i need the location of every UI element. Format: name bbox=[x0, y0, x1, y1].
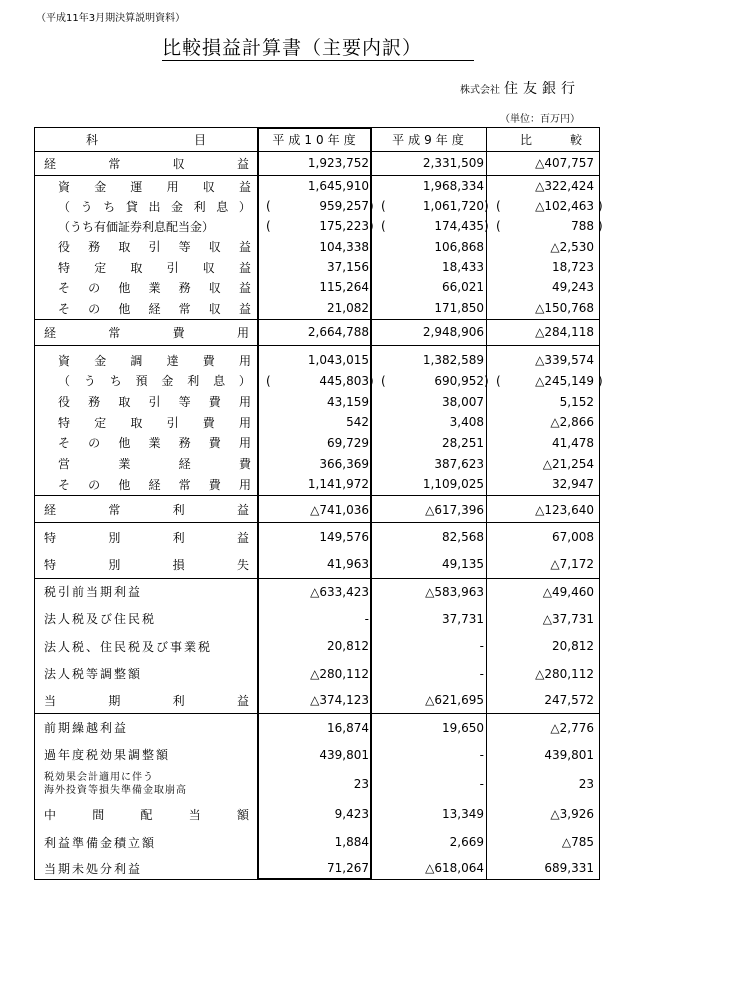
value-fy9: 690,952 bbox=[434, 373, 484, 388]
value-fy9: △583,963 bbox=[425, 584, 484, 599]
paren-open: ( bbox=[496, 219, 501, 233]
value-fy10: 71,267 bbox=[327, 861, 369, 875]
value-fy9: 106,868 bbox=[434, 239, 484, 254]
table-row bbox=[34, 176, 600, 196]
table-row bbox=[34, 474, 600, 494]
value-fy10: - bbox=[364, 611, 369, 626]
row-label: そ の 他 業 務 収 益 bbox=[58, 280, 251, 295]
value-fy9: 37,731 bbox=[442, 611, 484, 626]
table-row bbox=[34, 350, 600, 370]
value-fy10: 366,369 bbox=[319, 456, 369, 471]
table-row bbox=[34, 551, 600, 577]
table-row bbox=[34, 578, 600, 605]
value-fy10: 69,729 bbox=[327, 435, 369, 450]
value-diff: 689,331 bbox=[544, 861, 594, 875]
value-fy10: 1,923,752 bbox=[307, 156, 369, 170]
value-diff: △49,460 bbox=[542, 584, 594, 599]
value-diff: △37,731 bbox=[542, 611, 594, 626]
table-row bbox=[34, 320, 600, 344]
row-label bbox=[44, 768, 249, 800]
value-diff: △322,424 bbox=[535, 179, 594, 193]
value-fy10: △280,112 bbox=[310, 666, 369, 681]
row-label: 法人税等調整額 bbox=[44, 667, 143, 681]
row-divider bbox=[34, 495, 600, 496]
unit-label: （単位：百万円） bbox=[500, 114, 580, 125]
row-label: 特 別 損 失 bbox=[44, 557, 249, 572]
row-label: （ う ち 預 金 利 息 ） bbox=[58, 374, 251, 388]
table-row bbox=[34, 257, 600, 277]
value-fy10: 115,264 bbox=[319, 280, 369, 294]
value-diff: △21,254 bbox=[542, 456, 594, 471]
row-label: 営 業 経 費 bbox=[58, 457, 251, 471]
value-fy9: 18,433 bbox=[442, 260, 484, 274]
value-diff: 439,801 bbox=[544, 747, 594, 762]
value-fy9: △618,064 bbox=[425, 861, 484, 875]
row-label: 特 定 取 引 費 用 bbox=[58, 415, 251, 430]
table-row bbox=[34, 741, 600, 768]
row-label: 経 常 利 益 bbox=[44, 503, 249, 517]
company bbox=[460, 78, 580, 98]
company-prefix: 株式会社 bbox=[460, 85, 500, 96]
value-fy9: 2,331,509 bbox=[422, 156, 484, 170]
header-diff-2: 較 bbox=[570, 132, 589, 147]
value-fy10: 41,963 bbox=[327, 557, 369, 571]
row-label: 経 常 収 益 bbox=[44, 156, 249, 171]
row-label: 資 金 調 達 費 用 bbox=[58, 353, 251, 368]
row-label: 特 定 取 引 収 益 bbox=[58, 260, 251, 275]
value-fy10: 1,645,910 bbox=[307, 179, 369, 193]
paren-open: ( bbox=[266, 219, 271, 233]
paren-open: ( bbox=[496, 199, 501, 213]
paren-close: ) bbox=[484, 199, 489, 213]
value-fy9: - bbox=[479, 666, 484, 681]
page-title: 比較損益計算書（主要内訳） bbox=[162, 36, 474, 61]
table-row bbox=[34, 297, 600, 319]
value-diff: △339,574 bbox=[535, 353, 594, 367]
value-fy9: 49,135 bbox=[442, 557, 484, 571]
value-fy10: 20,812 bbox=[327, 639, 369, 653]
row-label: 特 別 利 益 bbox=[44, 530, 249, 545]
value-diff: △245,149 bbox=[535, 373, 594, 388]
row-divider bbox=[34, 345, 600, 346]
paren-close: ) bbox=[369, 373, 374, 388]
value-diff: △280,112 bbox=[535, 666, 594, 681]
row-label: そ の 他 経 常 収 益 bbox=[58, 301, 251, 316]
value-fy10: 542 bbox=[346, 415, 369, 429]
value-diff: △2,866 bbox=[550, 415, 594, 429]
table-row bbox=[34, 687, 600, 713]
header-row bbox=[34, 128, 600, 150]
value-diff: △785 bbox=[561, 835, 594, 849]
table-row bbox=[34, 453, 600, 474]
paren-close: ) bbox=[598, 219, 603, 233]
value-fy9: 1,061,720 bbox=[422, 199, 484, 213]
table-row bbox=[34, 236, 600, 257]
value-diff: 247,572 bbox=[544, 693, 594, 707]
value-fy10: 21,082 bbox=[327, 301, 369, 315]
value-fy9: 66,021 bbox=[442, 280, 484, 294]
row-label-line: 税効果会計適用に伴う bbox=[44, 772, 154, 783]
paren-open: ( bbox=[381, 199, 386, 213]
value-fy9: - bbox=[479, 639, 484, 653]
table-row bbox=[34, 660, 600, 687]
row-label: 中 間 配 当 額 bbox=[44, 807, 249, 822]
row-label-line: 海外投資等損失準備金取崩高 bbox=[44, 785, 187, 796]
paren-close: ) bbox=[598, 373, 603, 388]
paren-open: ( bbox=[266, 373, 271, 388]
table-row bbox=[34, 828, 600, 856]
value-diff: △102,463 bbox=[535, 199, 594, 213]
value-fy10: △741,036 bbox=[310, 502, 369, 517]
table-row bbox=[34, 391, 600, 412]
value-fy9: 1,109,025 bbox=[422, 477, 484, 491]
row-label: 役 務 取 引 等 収 益 bbox=[58, 240, 251, 254]
value-fy9: △621,695 bbox=[425, 693, 484, 707]
value-fy10: 175,223 bbox=[319, 219, 369, 233]
value-fy9: 174,435 bbox=[434, 219, 484, 233]
table-row bbox=[34, 497, 600, 522]
value-fy10: 9,423 bbox=[334, 807, 369, 821]
value-fy10: 37,156 bbox=[327, 260, 369, 274]
table-row bbox=[34, 196, 603, 216]
value-fy10: △374,123 bbox=[310, 693, 369, 707]
value-fy9: 1,968,334 bbox=[422, 179, 484, 193]
value-diff: △284,118 bbox=[535, 325, 594, 339]
value-diff: △7,172 bbox=[550, 557, 594, 571]
paren-open: ( bbox=[381, 373, 386, 388]
header-item-2: 目 bbox=[194, 132, 213, 147]
table-row bbox=[34, 523, 600, 551]
row-label: 経 常 費 用 bbox=[44, 325, 249, 340]
value-fy10: 2,664,788 bbox=[307, 325, 369, 339]
value-fy9: 82,568 bbox=[442, 530, 484, 544]
paren-open: ( bbox=[266, 199, 271, 213]
value-diff: 23 bbox=[578, 777, 594, 791]
value-fy9: 2,669 bbox=[449, 835, 484, 849]
row-label: 過年度税効果調整額 bbox=[44, 748, 171, 762]
row-label: 税引前当期利益 bbox=[44, 585, 143, 599]
row-label: 当期未処分利益 bbox=[44, 861, 143, 876]
paren-close: ) bbox=[369, 219, 374, 233]
value-fy9: 28,251 bbox=[442, 435, 484, 450]
row-label: （ う ち 貸 出 金 利 息 ） bbox=[58, 199, 251, 214]
row-label: 法人税、住民税及び事業税 bbox=[44, 639, 213, 654]
value-fy10: △633,423 bbox=[310, 584, 369, 599]
row-label: 前期繰越利益 bbox=[44, 721, 129, 735]
row-label: 役 務 取 引 等 費 用 bbox=[58, 395, 251, 409]
value-fy9: 2,948,906 bbox=[422, 325, 484, 339]
value-diff: 41,478 bbox=[552, 435, 594, 450]
value-diff: △150,768 bbox=[535, 301, 594, 315]
value-fy9: 3,408 bbox=[449, 415, 484, 429]
row-label: 資 金 運 用 収 益 bbox=[58, 179, 251, 194]
company-name: 住友銀行 bbox=[504, 81, 580, 97]
table-row bbox=[34, 152, 600, 174]
value-diff: △3,926 bbox=[550, 807, 594, 821]
header-diff-1: 比 bbox=[520, 132, 539, 147]
row-label: そ の 他 経 常 費 用 bbox=[58, 477, 251, 492]
row-label: そ の 他 業 務 費 用 bbox=[58, 436, 251, 450]
value-fy9: 19,650 bbox=[442, 720, 484, 735]
value-diff: 32,947 bbox=[552, 477, 594, 491]
value-fy10: 959,257 bbox=[319, 199, 369, 213]
paren-close: ) bbox=[484, 373, 489, 388]
document-note: （平成11年3月期決算説明資料） bbox=[36, 13, 186, 24]
row-label: （うち有価証券利息配当金） bbox=[58, 219, 215, 234]
value-fy10: 1,141,972 bbox=[307, 477, 369, 491]
value-fy10: 23 bbox=[353, 777, 369, 791]
paren-open: ( bbox=[496, 373, 501, 388]
value-fy10: 149,576 bbox=[319, 530, 369, 544]
value-fy10: 43,159 bbox=[327, 394, 369, 409]
value-fy9: 387,623 bbox=[434, 456, 484, 471]
value-diff: 49,243 bbox=[552, 280, 594, 294]
value-fy9: 13,349 bbox=[442, 807, 484, 821]
value-diff: 788 bbox=[571, 219, 594, 233]
table-row bbox=[34, 277, 600, 297]
value-fy9: 1,382,589 bbox=[422, 353, 484, 367]
value-fy9: - bbox=[479, 747, 484, 762]
header-fy10: 平成10年度 bbox=[272, 132, 360, 147]
paren-close: ) bbox=[484, 219, 489, 233]
table-row bbox=[34, 370, 603, 391]
table-row bbox=[34, 412, 600, 432]
value-diff: 18,723 bbox=[552, 260, 594, 274]
table-row bbox=[34, 800, 600, 828]
value-diff: 20,812 bbox=[552, 639, 594, 653]
table-row bbox=[34, 856, 600, 880]
value-diff: 5,152 bbox=[559, 394, 594, 409]
table-row bbox=[34, 432, 600, 453]
table-row bbox=[34, 768, 600, 800]
value-fy9: - bbox=[479, 777, 484, 791]
value-fy9: 38,007 bbox=[442, 394, 484, 409]
header-fy9: 平成9年度 bbox=[392, 132, 468, 147]
value-diff: △123,640 bbox=[535, 502, 594, 517]
value-diff: △407,757 bbox=[535, 156, 594, 170]
value-diff: 67,008 bbox=[552, 530, 594, 544]
value-fy9: 171,850 bbox=[434, 301, 484, 315]
value-fy9: △617,396 bbox=[425, 502, 484, 517]
value-diff: △2,530 bbox=[550, 239, 594, 254]
value-fy10: 439,801 bbox=[319, 747, 369, 762]
value-fy10: 16,874 bbox=[327, 720, 369, 735]
table-row bbox=[34, 216, 603, 236]
row-label: 法人税及び住民税 bbox=[44, 612, 157, 626]
row-label: 利益準備金積立額 bbox=[44, 835, 157, 850]
row-label: 当 期 利 益 bbox=[44, 693, 249, 708]
paren-open: ( bbox=[381, 219, 386, 233]
table-row bbox=[34, 605, 600, 632]
value-diff: △2,776 bbox=[550, 720, 594, 735]
paren-close: ) bbox=[369, 199, 374, 213]
value-fy10: 1,043,015 bbox=[307, 353, 369, 367]
header-item-1: 科 bbox=[86, 132, 105, 147]
table-row bbox=[34, 632, 600, 660]
value-fy10: 1,884 bbox=[334, 835, 369, 849]
value-fy10: 445,803 bbox=[319, 373, 369, 388]
table-row bbox=[34, 714, 600, 741]
value-fy10: 104,338 bbox=[319, 239, 369, 254]
paren-close: ) bbox=[598, 199, 603, 213]
